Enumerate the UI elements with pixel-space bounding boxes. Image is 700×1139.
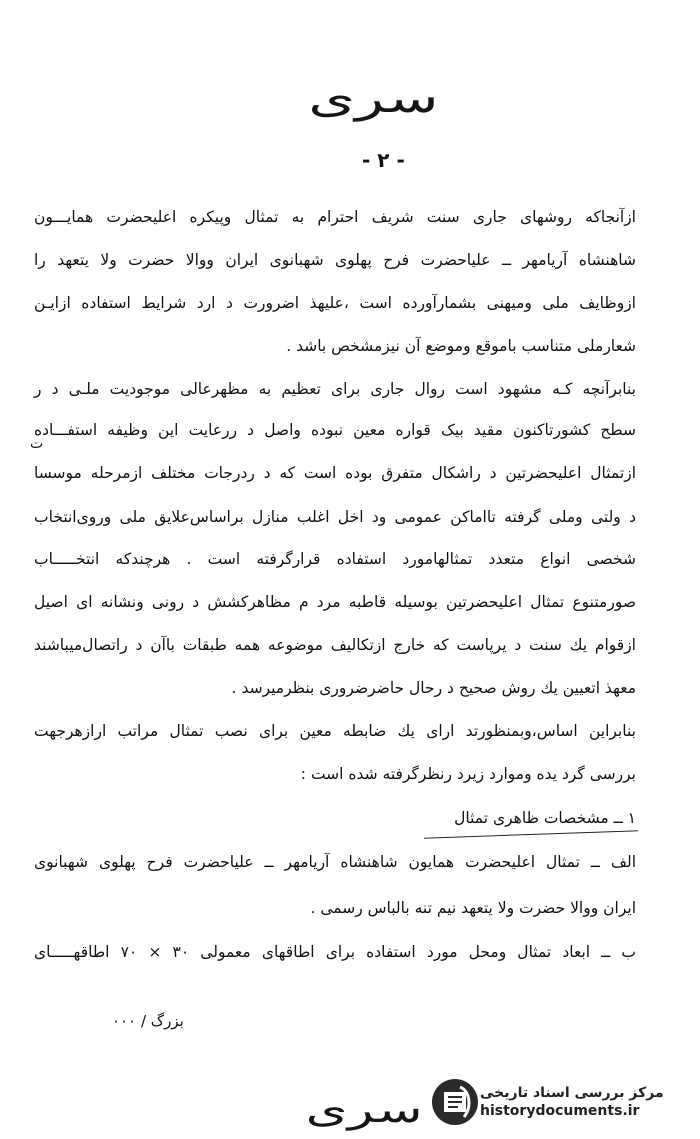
heading-underline (424, 830, 638, 838)
text-line-14: بررسی گرد یده وموارد زیرد رنظرگرفته شده است : (300, 765, 636, 783)
text-line-15: الف ــ تمثال اعلیحضرت همایون شاهنشاه آریامهر ــ علیاحضرت فرح پهلوی شهبانوی (34, 853, 636, 871)
text-line-10: صورمتنوع تمثال اعلیحضرتین بوسیله قاطبه مرد م مظاهرکشش د رونی ونشانه ای اصیل (34, 593, 636, 611)
text-line-9: شخصی انواع متعدد تمثالهامورد استفاده قرارگرفته است . هرچندکه انتخـــــاب (34, 550, 636, 568)
watermark-title: مرکز بررسی اسناد تاریخی (480, 1085, 664, 1101)
watermark-url: historydocuments.ir (480, 1103, 640, 1119)
text-line-3: ازوظایف ملی ومیهنی بشمارآورده است ،علیهذ اضرورت د ارد شرایط استفاده ازایـن (34, 294, 636, 312)
text-line-11: ازقوام یك سنت د یرپاست که خارج ازتکالیف موضوعه همه طبقات باآن د راتصال‌میباشند (34, 636, 636, 654)
text-line-16: ایران ووالا حضرت ولا یتعهد نیم تنه بالباس رسمی . (310, 899, 636, 917)
text-line-6: سطح کشورتاکنون مقید بیک قواره معین نبوده واصل د ررعایت این وظیفه استفـــاده (34, 421, 636, 439)
text-line-5: بنابرآنچه کـه مشهود است روال جاری برای تعظیم به مظهرعالی موجودیت ملـی د ر (34, 380, 636, 398)
section-heading-1: ١ ــ مشخصات ظاهری تمثال (454, 809, 636, 827)
text-line-17: ب ــ ابعاد تمثال ومحل مورد استفاده برای اطاقهای معمولی ٣٠ × ٧٠ اطاقهـــــای (34, 943, 637, 961)
text-line-8: د ولتی وملی گرفته تااماکن عمومی ود اخل اغلب منازل براساس‌علایق ملی وروی‌انتخاب (34, 508, 636, 526)
watermark-text (480, 1085, 664, 1119)
text-line-7: ازتمثال اعلیحضرتین د راشکال متفرق بوده است که د ردرجات مختلف ازمرحله موسسا (34, 464, 636, 482)
text-line-4: شعارملی متناسب باموقع وموضع آن نیزمشخص باشد . (286, 337, 636, 355)
classification-stamp-bottom: سری (305, 1090, 423, 1131)
handwritten-mark: ت (30, 436, 44, 452)
bottom-note: بزرگ / ٠٠٠ (112, 1012, 184, 1030)
text-line-2: شاهنشاه آریامهر ــ علیاحضرت فرح پهلوی شهبانوی ایران ووالا حضرت ولا یتعهد را (34, 251, 636, 269)
watermark (424, 1073, 686, 1131)
text-line-1: ازآنجاکه روشهای جاری سنت شریف احترام به تمثال وپیکره اعلیحضرت همایـــون (34, 208, 636, 226)
page-number: - ٢ - (362, 148, 405, 172)
classification-stamp-top: سری (308, 76, 439, 122)
text-line-12: معهذ اتعیین یك روش صحیح د رحال حاضرضروری بنظرمیرسد . (231, 679, 636, 697)
text-line-13: بنابراین اساس،وبمنظورتد ارای یك ضابطه معین برای نصب تمثال مراتب ارازهرجهت (34, 722, 636, 740)
archive-logo-icon (430, 1077, 480, 1127)
